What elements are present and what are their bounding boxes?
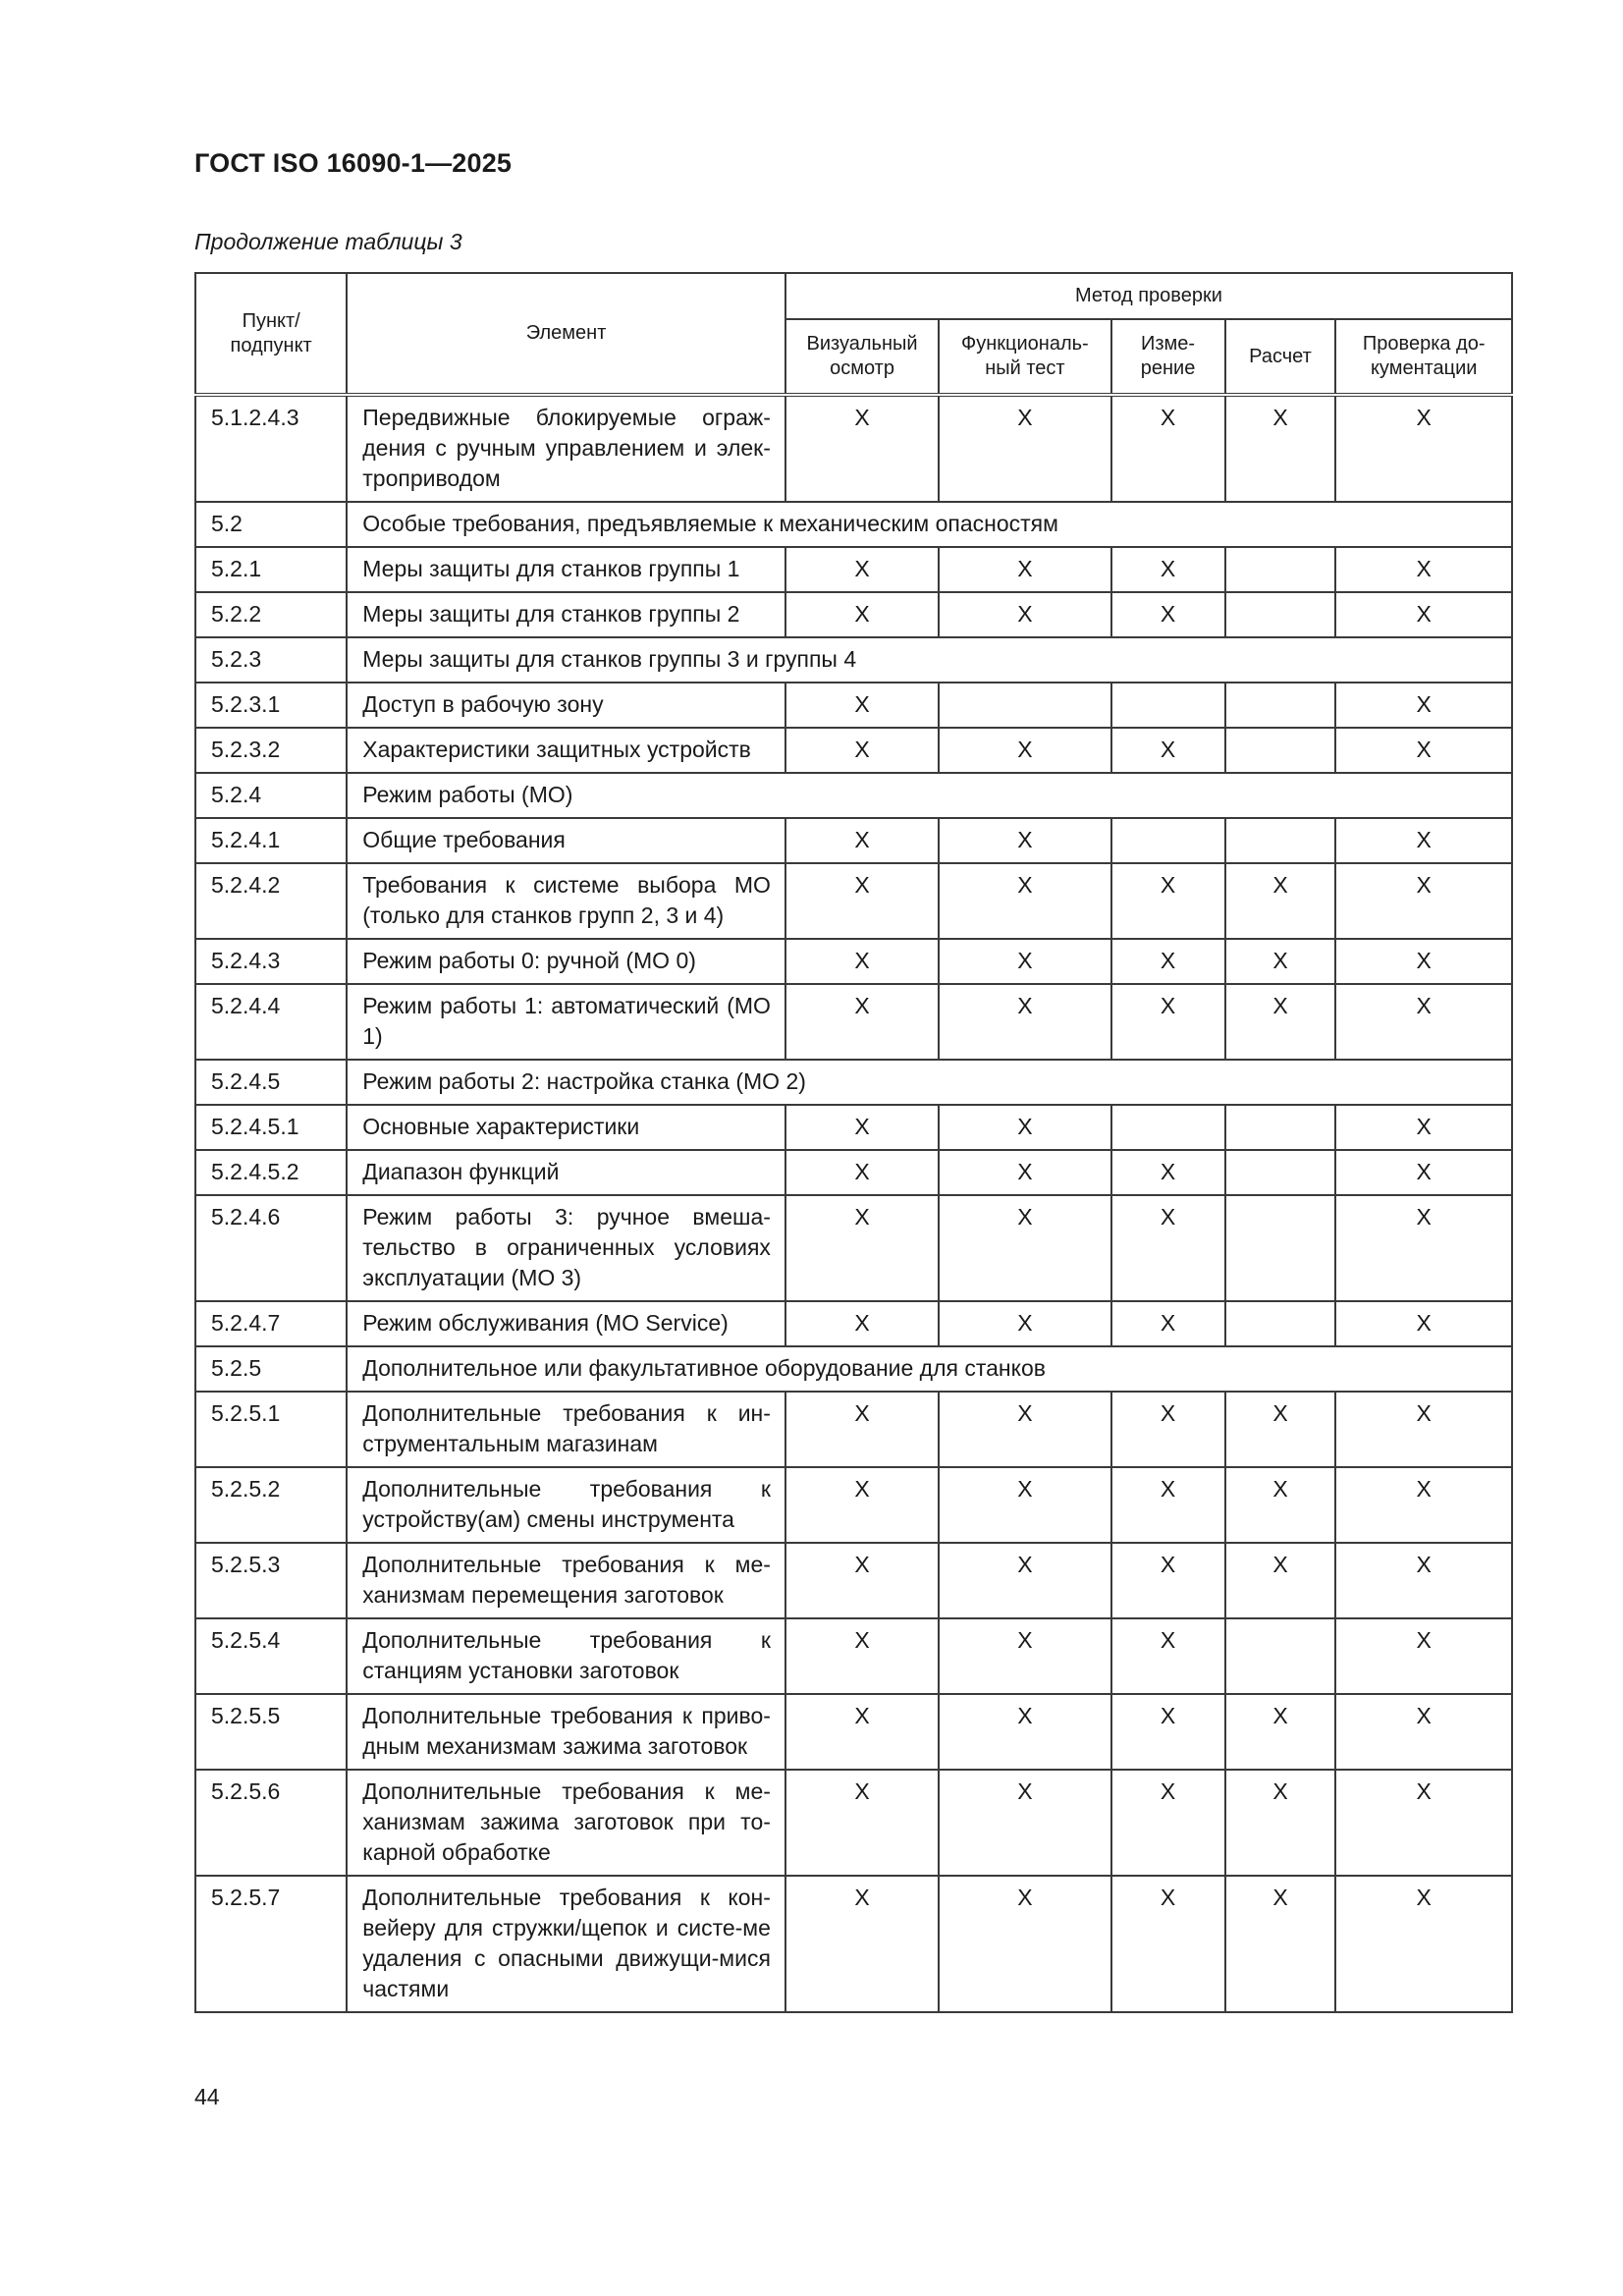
clause-cell: 5.2.1 xyxy=(195,547,347,592)
element-cell: Основные характеристики xyxy=(347,1105,785,1150)
method-mark-cell: X xyxy=(1335,1195,1512,1301)
table-row xyxy=(195,1301,1512,1346)
method-mark-cell: X xyxy=(1111,547,1225,592)
table-row xyxy=(195,1195,1512,1301)
method-mark-cell: X xyxy=(1335,1876,1512,2012)
header-method-group: Метод проверки xyxy=(785,273,1512,319)
header-element: Элемент xyxy=(347,273,785,395)
page-number: 44 xyxy=(194,2084,220,2109)
method-mark-cell: X xyxy=(1225,863,1336,939)
method-mark-cell: X xyxy=(1335,547,1512,592)
section-row xyxy=(195,1060,1512,1105)
method-mark-cell: X xyxy=(1111,1301,1225,1346)
method-mark-cell: X xyxy=(1225,1694,1336,1770)
clause-cell: 5.2.3 xyxy=(195,637,347,683)
method-mark-cell: X xyxy=(1111,1392,1225,1467)
section-title-cell: Особые требования, предъявляемые к механическим опасностям xyxy=(347,502,1512,547)
method-mark-cell xyxy=(1111,683,1225,728)
method-mark-cell: X xyxy=(1111,984,1225,1060)
method-mark-cell: X xyxy=(1335,818,1512,863)
header-method-measurement: Изме- рение xyxy=(1111,319,1225,395)
method-mark-cell: X xyxy=(1225,395,1336,502)
method-mark-cell: X xyxy=(785,1694,939,1770)
method-mark-cell: X xyxy=(1111,728,1225,773)
element-cell: Дополнительные требования к ме-ханизмам перемещения заготовок xyxy=(347,1543,785,1618)
element-cell: Дополнительные требования к ме-ханизмам зажима заготовок при то-карной обработке xyxy=(347,1770,785,1876)
method-mark-cell: X xyxy=(1225,984,1336,1060)
section-row xyxy=(195,773,1512,818)
method-mark-cell: X xyxy=(939,1195,1110,1301)
method-mark-cell: X xyxy=(1335,1543,1512,1618)
header-method-visual: Визуальный осмотр xyxy=(785,319,939,395)
clause-cell: 5.1.2.4.3 xyxy=(195,395,347,502)
method-mark-cell: X xyxy=(785,728,939,773)
element-cell: Дополнительные требования к приво-дным механизмам зажима заготовок xyxy=(347,1694,785,1770)
element-cell: Передвижные блокируемые ограж-дения с ручным управлением и элек-троприводом xyxy=(347,395,785,502)
clause-cell: 5.2.3.2 xyxy=(195,728,347,773)
method-mark-cell: X xyxy=(939,1392,1110,1467)
method-mark-cell: X xyxy=(1335,592,1512,637)
table-row xyxy=(195,1618,1512,1694)
header-method-calculation: Расчет xyxy=(1225,319,1336,395)
table-row xyxy=(195,592,1512,637)
method-mark-cell: X xyxy=(1111,939,1225,984)
method-mark-cell: X xyxy=(939,939,1110,984)
method-mark-cell: X xyxy=(939,1770,1110,1876)
method-mark-cell: X xyxy=(785,1105,939,1150)
table-row xyxy=(195,1770,1512,1876)
method-mark-cell: X xyxy=(1335,1150,1512,1195)
method-mark-cell: X xyxy=(785,863,939,939)
method-mark-cell: X xyxy=(939,1105,1110,1150)
table-caption: Продолжение таблицы 3 xyxy=(194,229,462,254)
method-mark-cell: X xyxy=(785,592,939,637)
method-mark-cell: X xyxy=(939,1301,1110,1346)
method-mark-cell: X xyxy=(1111,863,1225,939)
clause-cell: 5.2.5.1 xyxy=(195,1392,347,1467)
clause-cell: 5.2.5.5 xyxy=(195,1694,347,1770)
element-cell: Требования к системе выбора МО (только для станков групп 2, 3 и 4) xyxy=(347,863,785,939)
section-title-cell: Меры защиты для станков группы 3 и группы 4 xyxy=(347,637,1512,683)
method-mark-cell: X xyxy=(1111,1618,1225,1694)
method-mark-cell: X xyxy=(1111,1150,1225,1195)
section-row xyxy=(195,1346,1512,1392)
clause-cell: 5.2.2 xyxy=(195,592,347,637)
table-row xyxy=(195,1150,1512,1195)
method-mark-cell: X xyxy=(1111,1195,1225,1301)
method-mark-cell xyxy=(1225,592,1336,637)
element-cell: Характеристики защитных устройств xyxy=(347,728,785,773)
clause-cell: 5.2.4.5.1 xyxy=(195,1105,347,1150)
method-mark-cell xyxy=(1111,818,1225,863)
clause-cell: 5.2.4.7 xyxy=(195,1301,347,1346)
method-mark-cell: X xyxy=(1335,1770,1512,1876)
method-mark-cell: X xyxy=(939,984,1110,1060)
method-mark-cell: X xyxy=(939,1150,1110,1195)
element-cell: Общие требования xyxy=(347,818,785,863)
method-mark-cell: X xyxy=(1335,728,1512,773)
method-mark-cell: X xyxy=(939,1467,1110,1543)
method-mark-cell: X xyxy=(939,1618,1110,1694)
header-method-functional: Функциональ- ный тест xyxy=(939,319,1110,395)
clause-cell: 5.2.3.1 xyxy=(195,683,347,728)
header-method-documentation: Проверка до- кументации xyxy=(1335,319,1512,395)
method-mark-cell xyxy=(1225,1195,1336,1301)
method-mark-cell: X xyxy=(785,1618,939,1694)
clause-cell: 5.2.5.2 xyxy=(195,1467,347,1543)
method-mark-cell: X xyxy=(1225,1876,1336,2012)
method-mark-cell xyxy=(1225,683,1336,728)
method-mark-cell: X xyxy=(1335,1694,1512,1770)
table-row xyxy=(195,547,1512,592)
method-mark-cell xyxy=(1225,1301,1336,1346)
method-mark-cell: X xyxy=(939,728,1110,773)
method-mark-cell: X xyxy=(939,592,1110,637)
method-mark-cell: X xyxy=(1225,1467,1336,1543)
method-mark-cell: X xyxy=(1225,939,1336,984)
method-mark-cell: X xyxy=(1225,1543,1336,1618)
method-mark-cell: X xyxy=(785,547,939,592)
section-row xyxy=(195,637,1512,683)
clause-cell: 5.2.4.5 xyxy=(195,1060,347,1105)
table-row xyxy=(195,818,1512,863)
element-cell: Дополнительные требования к ин-струментальным магазинам xyxy=(347,1392,785,1467)
method-mark-cell: X xyxy=(1111,1543,1225,1618)
method-mark-cell: X xyxy=(1111,592,1225,637)
method-mark-cell: X xyxy=(785,1770,939,1876)
header-clause: Пункт/ подпункт xyxy=(195,273,347,395)
method-mark-cell: X xyxy=(785,1195,939,1301)
table-row xyxy=(195,1392,1512,1467)
method-mark-cell: X xyxy=(1225,1770,1336,1876)
clause-cell: 5.2.5.7 xyxy=(195,1876,347,2012)
section-title-cell: Режим работы 2: настройка станка (МО 2) xyxy=(347,1060,1512,1105)
table-body xyxy=(195,395,1512,2012)
element-cell: Режим работы 1: автоматический (МО 1) xyxy=(347,984,785,1060)
method-mark-cell: X xyxy=(1111,1467,1225,1543)
method-mark-cell: X xyxy=(1111,1694,1225,1770)
clause-cell: 5.2.4.6 xyxy=(195,1195,347,1301)
table-row xyxy=(195,939,1512,984)
table-row xyxy=(195,395,1512,502)
element-cell: Меры защиты для станков группы 1 xyxy=(347,547,785,592)
clause-cell: 5.2 xyxy=(195,502,347,547)
method-mark-cell: X xyxy=(785,1543,939,1618)
clause-cell: 5.2.5.3 xyxy=(195,1543,347,1618)
element-cell: Дополнительные требования к устройству(ам) смены инструмента xyxy=(347,1467,785,1543)
element-cell: Доступ в рабочую зону xyxy=(347,683,785,728)
method-mark-cell: X xyxy=(785,818,939,863)
table-row xyxy=(195,1543,1512,1618)
table-header xyxy=(195,273,1512,395)
method-mark-cell: X xyxy=(939,547,1110,592)
clause-cell: 5.2.4.5.2 xyxy=(195,1150,347,1195)
section-row xyxy=(195,502,1512,547)
element-cell: Режим работы 0: ручной (МО 0) xyxy=(347,939,785,984)
method-mark-cell: X xyxy=(785,1150,939,1195)
method-mark-cell xyxy=(1225,1150,1336,1195)
method-mark-cell: X xyxy=(1335,1467,1512,1543)
clause-cell: 5.2.5.6 xyxy=(195,1770,347,1876)
method-mark-cell: X xyxy=(785,1876,939,2012)
table-row xyxy=(195,1105,1512,1150)
clause-cell: 5.2.4.1 xyxy=(195,818,347,863)
element-cell: Режим обслуживания (МО Service) xyxy=(347,1301,785,1346)
method-mark-cell: X xyxy=(939,395,1110,502)
method-mark-cell: X xyxy=(939,818,1110,863)
element-cell: Дополнительные требования к кон-вейеру для стружки/щепок и систе-ме удаления с опасными движущи-мися частями xyxy=(347,1876,785,2012)
method-mark-cell xyxy=(1225,1105,1336,1150)
method-mark-cell xyxy=(939,683,1110,728)
element-cell: Режим работы 3: ручное вмеша-тельство в ограниченных условиях эксплуатации (МО 3) xyxy=(347,1195,785,1301)
method-mark-cell: X xyxy=(785,1392,939,1467)
table-row xyxy=(195,984,1512,1060)
method-mark-cell: X xyxy=(1335,1301,1512,1346)
method-mark-cell: X xyxy=(939,1876,1110,2012)
method-mark-cell: X xyxy=(1225,1392,1336,1467)
table-row xyxy=(195,863,1512,939)
method-mark-cell: X xyxy=(1335,1618,1512,1694)
table-row xyxy=(195,1876,1512,2012)
method-mark-cell: X xyxy=(1335,984,1512,1060)
method-mark-cell: X xyxy=(1111,1770,1225,1876)
method-mark-cell: X xyxy=(939,1694,1110,1770)
method-mark-cell: X xyxy=(785,683,939,728)
method-mark-cell xyxy=(1225,728,1336,773)
method-mark-cell: X xyxy=(1111,395,1225,502)
table-row xyxy=(195,1694,1512,1770)
method-mark-cell: X xyxy=(785,1467,939,1543)
method-mark-cell: X xyxy=(939,1543,1110,1618)
method-mark-cell: X xyxy=(1335,683,1512,728)
document-code: ГОСТ ISO 16090-1—2025 xyxy=(194,148,513,178)
method-mark-cell: X xyxy=(785,395,939,502)
element-cell: Меры защиты для станков группы 2 xyxy=(347,592,785,637)
method-mark-cell xyxy=(1225,1618,1336,1694)
method-mark-cell: X xyxy=(1335,939,1512,984)
method-mark-cell: X xyxy=(1111,1876,1225,2012)
clause-cell: 5.2.5 xyxy=(195,1346,347,1392)
clause-cell: 5.2.5.4 xyxy=(195,1618,347,1694)
clause-cell: 5.2.4.3 xyxy=(195,939,347,984)
method-mark-cell: X xyxy=(1335,1105,1512,1150)
method-mark-cell: X xyxy=(939,863,1110,939)
clause-cell: 5.2.4 xyxy=(195,773,347,818)
table-row xyxy=(195,1467,1512,1543)
element-cell: Дополнительные требования к станциям установки заготовок xyxy=(347,1618,785,1694)
method-mark-cell xyxy=(1225,818,1336,863)
method-mark-cell: X xyxy=(785,1301,939,1346)
clause-cell: 5.2.4.4 xyxy=(195,984,347,1060)
method-mark-cell: X xyxy=(1335,395,1512,502)
method-mark-cell: X xyxy=(785,984,939,1060)
table-row xyxy=(195,683,1512,728)
clause-cell: 5.2.4.2 xyxy=(195,863,347,939)
method-mark-cell xyxy=(1225,547,1336,592)
method-mark-cell xyxy=(1111,1105,1225,1150)
element-cell: Диапазон функций xyxy=(347,1150,785,1195)
section-title-cell: Режим работы (МО) xyxy=(347,773,1512,818)
verification-table xyxy=(194,272,1513,2013)
section-title-cell: Дополнительное или факультативное оборудование для станков xyxy=(347,1346,1512,1392)
method-mark-cell: X xyxy=(785,939,939,984)
table-row xyxy=(195,728,1512,773)
method-mark-cell: X xyxy=(1335,863,1512,939)
method-mark-cell: X xyxy=(1335,1392,1512,1467)
